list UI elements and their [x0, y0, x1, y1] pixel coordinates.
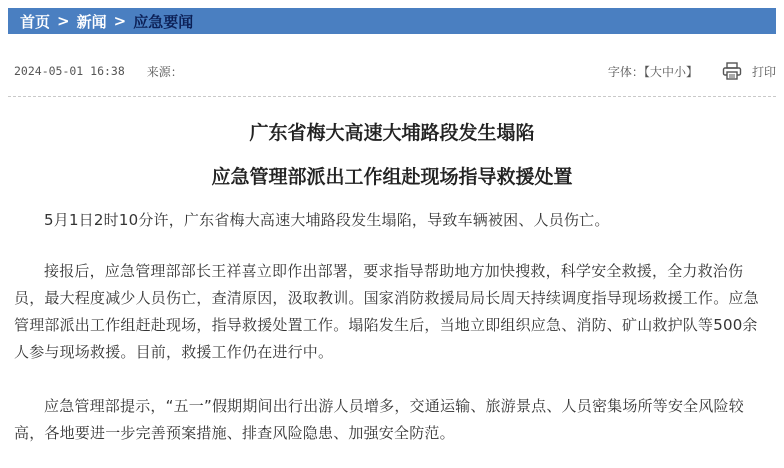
font-size-large-option[interactable]: 大: [649, 64, 662, 79]
font-size-label: 字体：: [607, 64, 644, 79]
source-label: 来源：: [146, 64, 183, 79]
article-paragraph: 5月1日2时10分许，广东省梅大高速大埔路段发生塌陷，导致车辆被困、人员伤亡。: [44, 211, 610, 229]
font-size-small-option[interactable]: 小: [673, 64, 686, 79]
breadcrumb: [8, 8, 776, 34]
breadcrumb-current: 应急要闻: [133, 12, 194, 31]
font-size-bracket-close: 】: [685, 64, 698, 79]
publish-date: 2024-05-01 16:38: [14, 64, 125, 78]
article-meta-bar: [14, 56, 776, 86]
breadcrumb-news-link[interactable]: 新闻: [76, 12, 107, 31]
print-button[interactable]: [722, 62, 776, 80]
breadcrumb-home-link[interactable]: 首页: [20, 12, 51, 31]
font-size-medium-option[interactable]: 中: [661, 64, 674, 79]
printer-icon: [722, 62, 742, 80]
article-title-line-1: 广东省梅大高速大埔路段发生塌陷: [249, 122, 535, 144]
print-label: 打印: [751, 64, 776, 79]
article-tools: [608, 62, 776, 80]
breadcrumb-separator: >: [113, 12, 127, 30]
font-size-bracket-open: 【: [643, 64, 650, 79]
article-paragraph: 接报后，应急管理部部长王祥喜立即作出部署，要求指导帮助地方加快搜救，科学安全救援，全力救治伤员，最大程度减少人员伤亡，查清原因，汲取教训。国家消防救援局局长周天持续调度指导现场救援工作。应急管理部派出工作组赶赴现场，指导救援处置工作。塌陷发生后，当地立即组织应急、消防、矿山救护队等500余人参与现场救援。目前，救援工作仍在进行中。: [14, 262, 759, 361]
article-title-line-2: 应急管理部派出工作组赴现场指导救援处置: [211, 166, 573, 188]
breadcrumb-separator: >: [57, 12, 70, 30]
article-paragraph: 应急管理部提示，“五一”假期期间出行出游人员增多，交通运输、旅游景点、人员密集场所等安全风险较高，各地要进一步完善预案措施、排查风险隐患、加强安全防范。: [14, 397, 744, 442]
font-size-selector: [608, 63, 698, 80]
meta-divider: [8, 96, 776, 97]
